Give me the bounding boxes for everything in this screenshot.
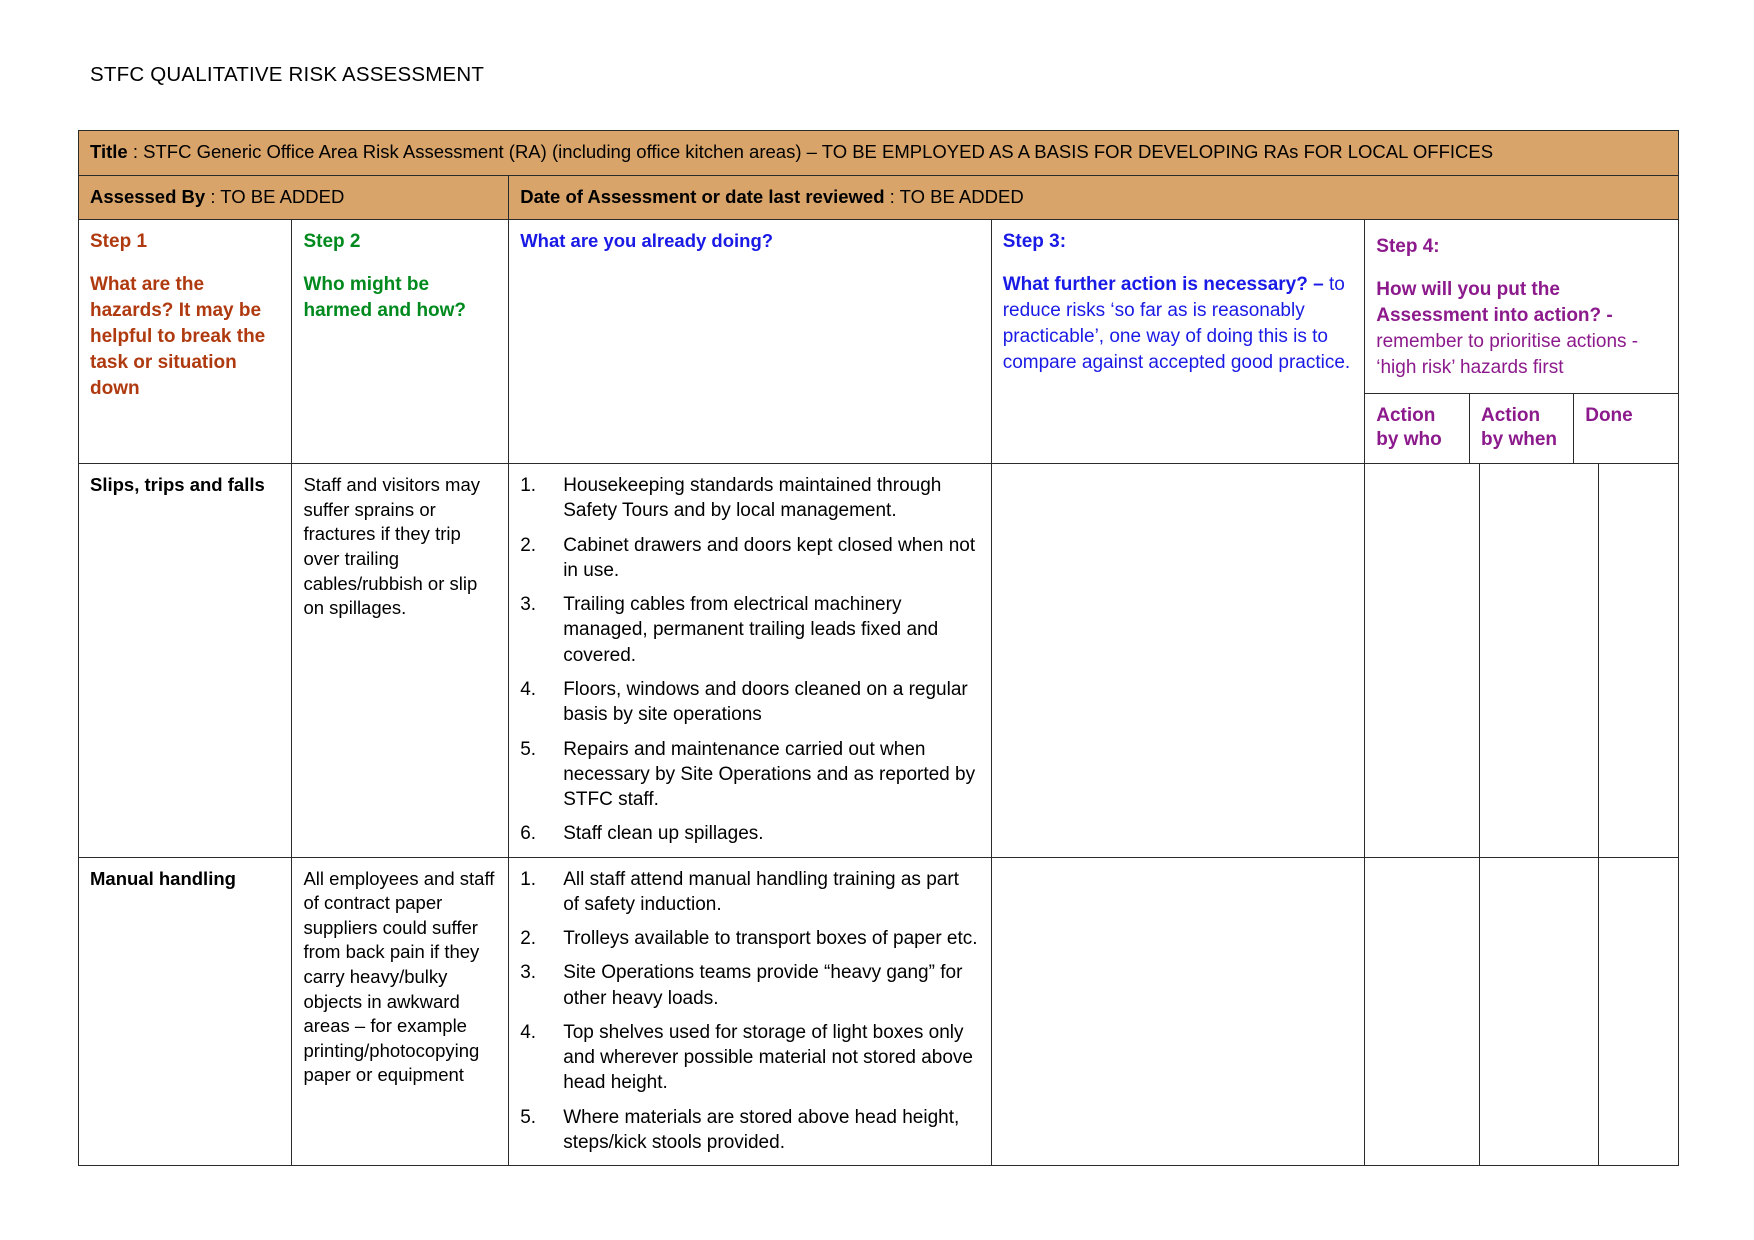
step4-header-cell — [1365, 220, 1679, 464]
step4-description-bold: How will you put the Assessment into action? - — [1376, 279, 1613, 327]
who-harmed-cell: All employees and staff of contract paper suppliers could suffer from back pain if they carry heavy/bulky objects in awkward areas – for example printing/photocopying paper or equipment — [292, 857, 509, 1166]
assessed-by-value: TO BE ADDED — [220, 185, 345, 207]
step4-description — [1376, 277, 1667, 380]
list-item: Site Operations teams provide “heavy gang” for other heavy loads. — [563, 962, 963, 1009]
column-heading-row — [79, 220, 1679, 464]
hazard-cell: Slips, trips and falls — [79, 464, 292, 857]
done-header: Done — [1574, 393, 1678, 463]
assessed-by-separator: : — [205, 185, 221, 207]
table-row — [79, 857, 1679, 1166]
hazard-cell: Manual handling — [79, 857, 292, 1166]
table-row — [79, 464, 1679, 857]
already-doing-cell — [509, 464, 991, 857]
date-separator: : — [884, 185, 900, 207]
action-by-who-cell[interactable] — [1365, 464, 1479, 857]
step4-label: Step 4: — [1376, 236, 1440, 258]
action-by-who-cell[interactable] — [1365, 857, 1479, 1166]
list-item: Repairs and maintenance carried out when necessary by Site Operations and as reported by STFC staff. — [563, 738, 976, 811]
title-separator: : — [127, 141, 144, 162]
step2-description: Who might be harmed and how? — [303, 274, 467, 322]
list-item: Floors, windows and doors cleaned on a regular basis by site operations — [563, 679, 968, 726]
list-item: Staff clean up spillages. — [563, 823, 764, 845]
title-cell — [79, 131, 1679, 176]
who-harmed-cell: Staff and visitors may suffer sprains or fractures if they trip over trailing cables/rubbish or slip on spillages. — [292, 464, 509, 857]
assessed-by-cell — [79, 175, 509, 220]
step2-label: Step 2 — [303, 231, 361, 253]
further-action-cell[interactable] — [991, 857, 1365, 1166]
action-by-when-cell[interactable] — [1479, 857, 1599, 1166]
done-cell[interactable] — [1599, 857, 1679, 1166]
done-cell[interactable] — [1599, 464, 1679, 857]
step4-subtable — [1365, 220, 1678, 463]
step1-header-cell — [79, 220, 292, 464]
already-doing-cell — [509, 857, 991, 1166]
step3-header-cell — [991, 220, 1365, 464]
further-action-cell[interactable] — [991, 464, 1365, 857]
step3-label: Step 3: — [1002, 231, 1067, 253]
date-label: Date of Assessment or date last reviewed — [520, 185, 885, 207]
list-item: Housekeeping standards maintained through Safety Tours and by local management. — [563, 475, 942, 522]
title-value: STFC Generic Office Area Risk Assessment (RA) (including office kitchen areas) – TO BE EMPLOYED AS A BASIS FOR DEVELOPING RAs FOR LOCAL OFFICES — [143, 141, 1494, 162]
document-header-title: STFC QUALITATIVE RISK ASSESSMENT — [90, 63, 485, 86]
step1-description: What are the hazards? It may be helpful to break the task or situation down — [90, 274, 266, 399]
date-value: TO BE ADDED — [899, 185, 1024, 207]
step2-header-cell — [292, 220, 509, 464]
step1-label: Step 1 — [90, 231, 148, 253]
step4-subheader-row — [1365, 393, 1678, 463]
step3-description-light: to reduce risks ‘so far as is reasonably practicable’, one way of doing this is to compare against accepted good practice. — [1002, 274, 1351, 373]
list-item: Trolleys available to transport boxes of paper etc. — [563, 928, 978, 950]
already-doing-list — [520, 473, 979, 846]
step3-description — [1003, 272, 1354, 375]
date-of-assessment-cell — [509, 175, 1679, 220]
list-item: Trailing cables from electrical machinery managed, permanent trailing leads fixed and covered. — [563, 594, 939, 666]
step4-top-row — [1365, 220, 1678, 393]
step3-description-bold: What further action is necessary? – — [1002, 274, 1329, 296]
action-by-when-cell[interactable] — [1479, 464, 1599, 857]
list-item: All staff attend manual handling training as part of safety induction. — [563, 868, 959, 915]
list-item: Top shelves used for storage of light boxes only and wherever possible material not stored above head height. — [563, 1021, 973, 1094]
assessed-row — [79, 175, 1679, 220]
action-by-when-header: Action by when — [1470, 393, 1574, 463]
action-by-who-header: Action by who — [1376, 404, 1442, 451]
title-label: Title — [90, 141, 128, 162]
assessed-by-label: Assessed By — [90, 185, 206, 207]
step4-intro-cell — [1365, 220, 1678, 393]
step4-description-light: remember to prioritise actions - ‘high risk’ hazards first — [1376, 331, 1639, 378]
risk-assessment-table — [78, 130, 1679, 1166]
list-item: Where materials are stored above head height, steps/kick stools provided. — [563, 1106, 960, 1153]
list-item: Cabinet drawers and doors kept closed when not in use. — [563, 534, 976, 581]
title-row — [79, 131, 1679, 176]
already-doing-list — [520, 867, 979, 1156]
already-doing-header-cell: What are you already doing? — [509, 220, 991, 464]
